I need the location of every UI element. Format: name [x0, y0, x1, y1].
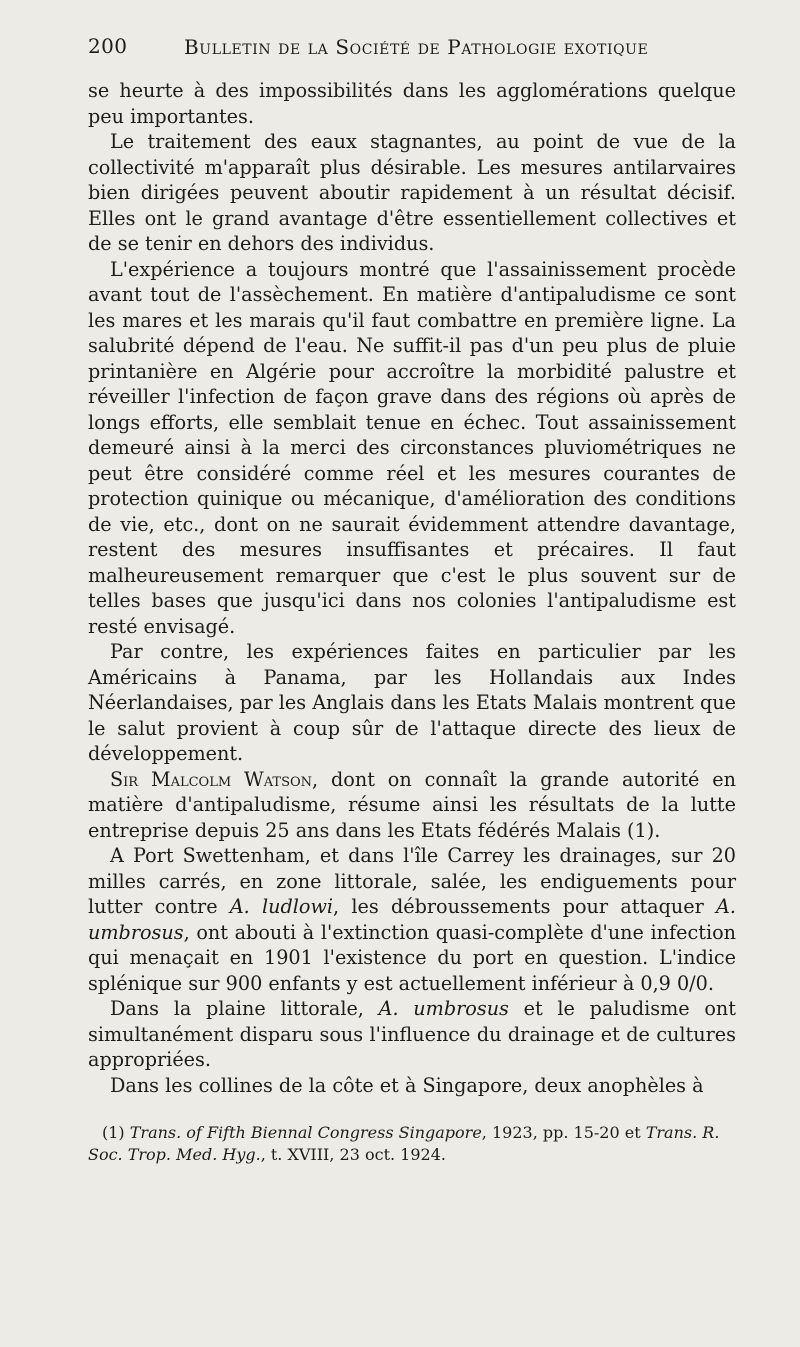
paragraph-singapore: Dans les collines de la côte et à Singapore, deux anophèles à	[110, 1073, 704, 1097]
swettenham-text-2: , les débroussements pour attaquer	[333, 895, 717, 918]
footnote-reference: Trans. R. Soc. Trop. Med. Hyg.	[88, 1123, 720, 1164]
author-name: Sir Malcolm Watson	[110, 767, 313, 791]
paragraph-continuation: se heurte à des impossibilités dans les agglomérations quelque peu importantes.	[88, 79, 736, 128]
paragraph-stagnant-water: Le traitement des eaux stagnantes, au point de vue de la collectivité m'apparaît plus désirable. Les mesures antilarvaires bien dirigées peuvent aboutir rapidement à un résultat décisif. Elles ont le grand avantage d'être essentiellement collectives et de se tenir en dehors des individus.	[88, 130, 736, 255]
paragraph-coastal-plain	[88, 996, 736, 1073]
footnote-marker: (1)	[102, 1123, 130, 1142]
footnote-text: , 1923, pp. 15-20 et	[481, 1123, 646, 1142]
plain-text-2: et le paludisme ont simultanément disparu sous l'influence du drainage et de cultures appropriées.	[88, 997, 736, 1071]
species-name: A. ludlowi	[229, 895, 334, 918]
page-number: 200	[88, 34, 128, 58]
footnote-text: , t. XVIII, 23 oct. 1924.	[260, 1145, 446, 1164]
paragraph-by-contrast: Par contre, les expériences faites en particulier par les Américains à Panama, par les Hollandais aux Indes Néerlandaises, par les Anglais dans les Etats Malais montrent que le salut provient à coup sûr de l'attaque directe des lieux de développement.	[88, 640, 736, 765]
journal-title: Bulletin de la Société de Pathologie exotique	[184, 35, 649, 59]
running-head	[88, 34, 738, 64]
swettenham-text-3: , ont abouti à l'extinction quasi-complète d'une infection qui menaçait en 1901 l'existence du port en question. L'indice splénique sur 900 enfants y est actuellement inférieur à 0,9 0/0.	[88, 920, 736, 995]
footnote-reference: Trans. of Fifth Biennal Congress Singapore	[129, 1123, 482, 1142]
paragraph-watson	[88, 767, 736, 844]
footnote	[88, 1122, 736, 1166]
paragraph-port-swettenham	[88, 843, 736, 996]
plain-text-1: Dans la plaine littorale,	[110, 997, 379, 1020]
footnotes	[88, 1122, 736, 1166]
swettenham-text-1: A Port Swettenham, et dans l'île Carrey les drainages, sur 20 milles carrés, en zone littorale, salée, les endiguements pour lutter contre	[88, 844, 736, 918]
species-name: A. umbrosus	[378, 997, 509, 1020]
paragraph-experience: L'expérience a toujours montré que l'assainissement procède avant tout de l'assèchement. En matière d'antipaludisme ce sont les mares et les marais qu'il faut combattre en première ligne. La salubrité dépend de l'eau. Ne suffit-il pas d'un peu plus de pluie printanière en Algérie pour accroître la morbidité palustre et réveiller l'infection de façon grave dans des régions où après de longs efforts, elle semblait tenue en échec. Tout assainissement demeuré ainsi à la merci des circonstances pluviométriques ne peut être considéré comme réel et les mesures courantes de protection quinique ou mécanique, d'amélioration des conditions de vie, etc., dont on ne saurait évidemment attendre davantage, restent des mesures insuffisantes et précaires. Il faut malheureusement remarquer que c'est le plus souvent sur de telles bases que jusqu'ici dans nos colonies l'antipaludisme est resté envisagé.	[88, 257, 736, 638]
species-name: A. umbrosus	[88, 895, 736, 944]
watson-text: , dont on connaît la grande autorité en matière d'antipaludisme, résume ainsi les résultats de la lutte entreprise depuis 25 ans dans les Etats fédérés Malais (1).	[88, 767, 736, 842]
body-text	[88, 78, 736, 1098]
